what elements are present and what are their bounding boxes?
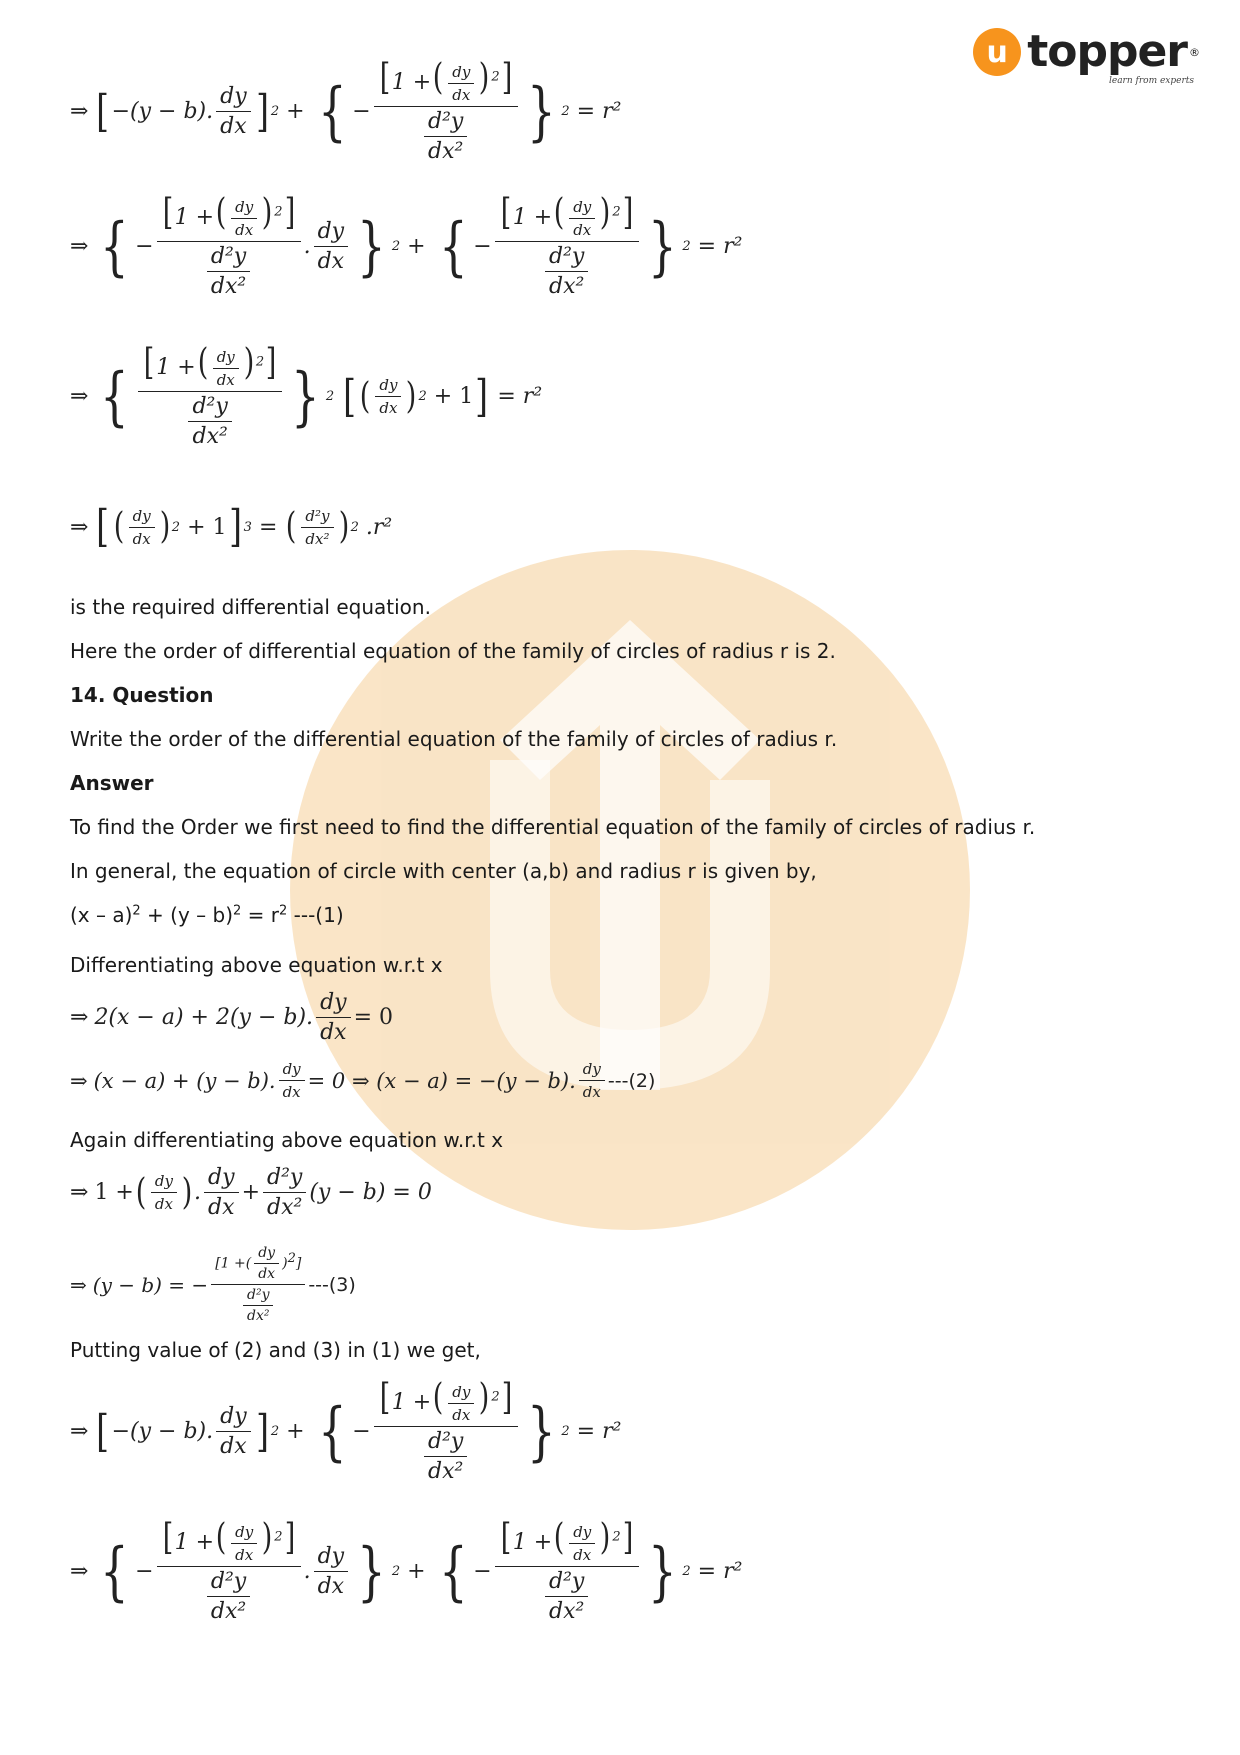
differentiating-text: Differentiating above equation w.r.t x [70, 953, 443, 977]
answer-heading: Answer [70, 771, 154, 795]
equation-10: ⇒ { − [1 +( $\frac{dy}{dx}$ ) $^2$] $\frac{\text{d²y}}{\text{dx²}}$ . $\frac{dy}{dx}$ } 2 + { − [1 +( $\frac{dy}{dx}$ ) $^2$] $\frac{\text{d²y}}{\text{dx²}}$ } 2 = r² [70, 1517, 743, 1624]
text-order-statement: Here the order of differential equation of the family of circles of radius r is 2. [70, 639, 836, 663]
equation-3: ⇒ { [1 +( $\frac{dy}{dx}$ ) $^2$] $\frac{\text{d²y}}{\text{dx²}}$ } 2 [ ( $\frac{dy}{dx}$ ) 2 + 1 ] = r² [70, 342, 543, 449]
equation-2: ⇒ { − [1 +( $\frac{dy}{dx}$ ) $^2$] $\frac{\text{d²y}}{\text{dx²}}$ . $\frac{dy}{dx}$ } 2 + { − [1 +( $\frac{dy}{dx}$ ) $^2$] $\frac{\text{d²y}}{\text{dx²}}$ } 2 = r² [70, 192, 743, 299]
equation-6: ⇒ (x − a) + (y − b). $\frac{dy}{dx}$ = 0 ⇒ (x − a) = −(y − b). $\frac{dy}{dx}$ ---(2) [70, 1060, 656, 1101]
equation-7: ⇒ 1 + ( $\frac{dy}{dx}$ ) . $\frac{dy}{dx}$ + $\frac{\text{d²y}}{\text{dx²}}$ (y − b) = 0 [70, 1165, 432, 1220]
logo-u-icon: u [973, 28, 1021, 76]
again-differentiating-text: Again differentiating above equation w.r.t x [70, 1128, 504, 1152]
brand-logo [973, 26, 1200, 86]
text-required-equation: is the required differential equation. [70, 595, 431, 619]
circle-equation: $(x - a)^2 + (y - b)^2 = r^2$ ---(1) [70, 903, 344, 927]
equation-9: ⇒ [ −(y − b). $\frac{dy}{dx}$ ] 2 + { − [1 +( $\frac{dy}{dx}$ ) $^2$] $\frac{\text{d²y}}{\text{dx²}}$ } 2 = r² [70, 1377, 622, 1484]
answer-line-1: To find the Order we first need to find the differential equation of the family of circles of radius r. [70, 815, 1036, 839]
equation-8: ⇒ (y − b) = − [1 +( $\frac{dy}{dx}$ )$^2$] $\frac{\text{d²y}}{\text{dx²}}$ ---(3) [70, 1245, 356, 1324]
logo-name: topper [1027, 26, 1187, 77]
logo-registered-mark: ® [1189, 45, 1200, 59]
question-text: Write the order of the differential equation of the family of circles of radius r. [70, 727, 838, 751]
putting-values-text: Putting value of (2) and (3) in (1) we get, [70, 1338, 481, 1362]
equation-5: ⇒ 2(x − a) + 2(y − b). $\frac{dy}{dx}$ = 0 [70, 990, 394, 1045]
answer-line-2: In general, the equation of circle with center (a,b) and radius r is given by, [70, 859, 817, 883]
equation-4: ⇒ [ ( $\frac{dy}{dx}$ ) 2 + 1 ] 3 = ( $\frac{\text{d²y}}{\text{dx²}}$ ) 2 . r² [70, 501, 393, 552]
logo-tagline: learn from experts [1108, 76, 1194, 86]
question-heading: 14. Question [70, 683, 214, 707]
equation-1: ⇒ [ −(y − b). $\frac{dy}{dx}$ ] 2 + { − [1 +( $\frac{dy}{dx}$ ) $^2$] $\frac{\text{d²y}}{\text{dx²}}$ } 2 = r² [70, 57, 622, 164]
